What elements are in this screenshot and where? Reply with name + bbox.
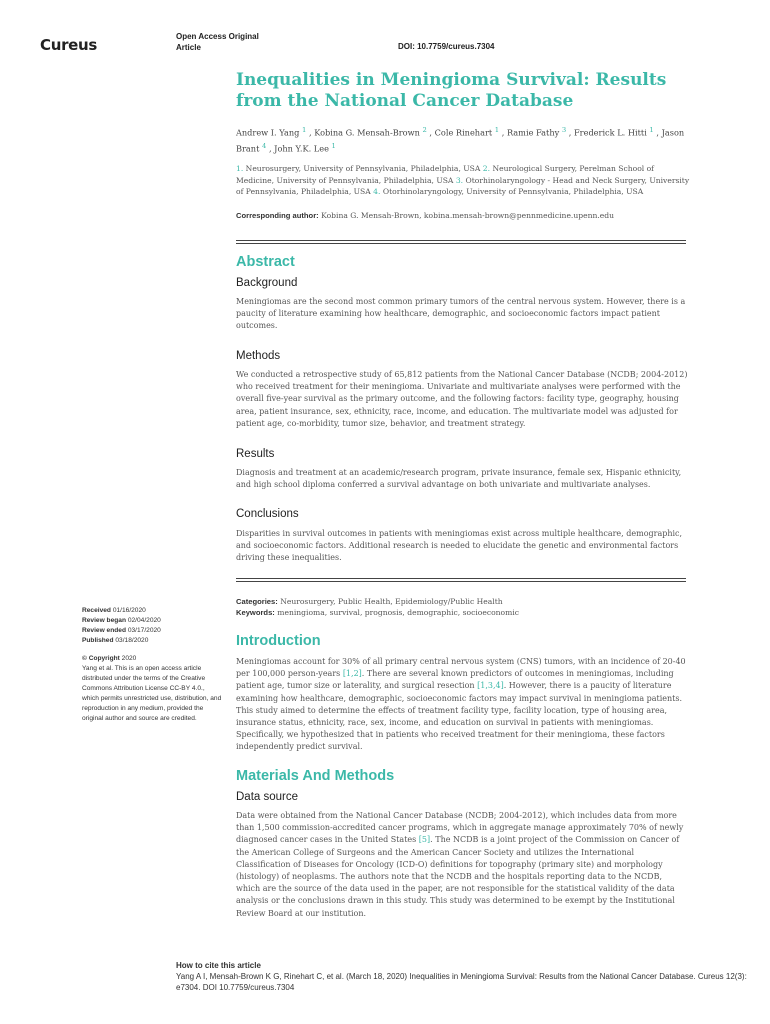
author[interactable]: Kobina G. Mensah-Brown [314, 127, 420, 138]
article-type-line1: Open Access Original [176, 32, 259, 41]
citation-block [176, 960, 756, 993]
author[interactable]: Ramie Fathy [506, 127, 560, 138]
methods-text: We conducted a retrospective study of 65,812 patients from the National Cancer Database (NCDB; 2004-2012) who received treatment for their meningioma. Univariate and multivariate analyses were performed with the overall five-year survival as the primary outcome, and the following factors: facility type, geography, housing area, patient insurance, sex, ethnicity, race, income, and education. The multivariate model was adjusted for patient age, co-morbidity, tumor size, behavior, and treatment strategy. [236, 370, 688, 428]
author-affil-sup: 1 [331, 141, 336, 150]
intro-part: . There are several known predictors of outcomes in meningiomas, including patient age, tumor size or laterality, and surgical resection [236, 669, 674, 691]
data-source-text [236, 810, 688, 920]
affil-text: Neurological Surgery, Perelman School of Medicine, University of Pennsylvania, Philadelphia, USA [236, 164, 654, 185]
author[interactable]: Jason Brant [236, 127, 685, 154]
cite-heading: How to cite this article [176, 961, 261, 970]
ref-link[interactable]: [5] [418, 835, 431, 845]
keywords-text: meningioma, survival, prognosis, demographic, socioeconomic [277, 608, 520, 617]
methods-part: Data were obtained from the National Cancer Database (NCDB; 2004-2012), which includes data from more than 1,500 commission-accredited cancer programs, which in aggregate manage approximately 70% of newly diagnosed cancer cases in the United States [236, 811, 684, 845]
review-ended-label: Review ended [82, 627, 126, 634]
author-affil-sup: 2 [422, 126, 427, 134]
author[interactable]: Cole Rinehart [434, 127, 493, 138]
methods-section-heading: Materials And Methods [236, 768, 395, 784]
author-affil-sup: 1 [302, 126, 307, 134]
categories-label: Categories: [236, 597, 278, 606]
data-source-heading: Data source [236, 791, 299, 803]
author[interactable]: Andrew I. Yang [236, 127, 300, 138]
introduction-heading: Introduction [236, 633, 321, 649]
review-began-label: Review began [82, 617, 126, 624]
conclusions-text: Disparities in survival outcomes in patients with meningiomas exist across multiple healthcare, demographic, and socioeconomic factors. Additional research is needed to elucidate the genetic and environmental factors driving these inequalities. [236, 529, 683, 563]
author-affil-sup: 4 [262, 141, 267, 150]
corresponding-label: Corresponding author: [236, 211, 319, 220]
article-history [82, 606, 222, 646]
published-label: Published [82, 637, 114, 644]
conclusions-heading: Conclusions [236, 508, 299, 520]
divider-top [236, 240, 686, 244]
affil-num: 3. [455, 175, 464, 185]
categories-text: Neurosurgery, Public Health, Epidemiology/Public Health [280, 597, 503, 606]
introduction-text [236, 656, 688, 754]
author-affil-sup: 1 [494, 126, 500, 134]
copyright-block [82, 654, 222, 724]
author[interactable]: John Y.K. Lee [274, 143, 329, 154]
affil-text: Otorhinolaryngology - Head and Neck Surgery, University of Pennsylvania, Philadelphia, USA [236, 175, 690, 196]
methods-heading: Methods [236, 350, 281, 362]
review-began-date: 02/04/2020 [127, 617, 161, 624]
results-heading: Results [236, 448, 275, 460]
article-type [176, 31, 296, 53]
affil-text: Otorhinolaryngology, University of Pennsylvania, Philadelphia, USA [382, 187, 644, 196]
cite-text: Yang A I, Mensah-Brown K G, Rinehart C, et al. (March 18, 2020) Inequalities in Meningioma Survival: Results from the National Cancer Database. Cureus 12(3): e7304. DOI 10.7759/cureus.7304 [176, 972, 747, 992]
affiliations [236, 163, 691, 198]
corresponding-text[interactable]: Kobina G. Mensah-Brown, kobina.mensah-brown@pennmedicine.upenn.edu [321, 211, 615, 220]
methods-part: . The NCDB is a joint project of the Commission on Cancer of the American College of Surgeons and the American Cancer Society and utilizes the International Classification of Diseases for Oncology (ICD-O) definitions for topography (primary site) and morphology (histology) of neoplasms. The authors note that the NCDB and the hospitals reporting data to the NCDB, which are the source of the data used in the paper, are not responsible for the statistical validity of the data analysis or the conclusions drawn in this study. This study was determined to be exempt by the Institutional Review Board at our institution. [236, 835, 680, 918]
copyright-label: © Copyright [82, 655, 120, 662]
doi: DOI: 10.7759/cureus.7304 [398, 42, 495, 51]
journal-logo: Cureus [40, 36, 98, 54]
author-affil-sup: 3 [561, 126, 567, 134]
ref-link[interactable]: [1,2] [342, 669, 362, 679]
divider-bottom [236, 578, 686, 582]
review-ended-date: 03/17/2020 [127, 627, 161, 634]
results-text: Diagnosis and treatment at an academic/research program, private insurance, female sex, Hispanic ethnicity, and high school diploma conferred a survival advantage on both univariate and multivariate analyses. [236, 468, 682, 490]
copyright-year: 2020 [121, 655, 137, 662]
received-label: Received [82, 607, 111, 614]
affil-num: 1. [236, 164, 244, 173]
article-type-line2: Article [176, 43, 201, 52]
received-date: 01/16/2020 [112, 607, 146, 614]
published-date: 03/18/2020 [115, 637, 149, 644]
affil-num: 2. [482, 164, 491, 173]
keywords-label: Keywords: [236, 608, 275, 617]
affil-num: 4. [373, 187, 381, 196]
ref-link[interactable]: [1,3,4] [477, 681, 504, 691]
corresponding-author [236, 211, 691, 220]
background-text: Meningiomas are the second most common primary tumors of the central nervous system. However, there is a paucity of literature examining how healthcare, demographic, and socioeconomic factors impact patient outcomes. [236, 297, 686, 331]
author-list: Andrew I. Yang $^1$ , Kobina G. Mensah-Brown $^2$ , Cole Rinehart $^1$ , Ramie Fathy $^3$ , Frederick L. Hitti $^1$ , Jason Brant $^4$ , John Y.K. Lee $^1$ [236, 126, 685, 154]
author[interactable]: Frederick L. Hitti [574, 127, 647, 138]
background-heading: Background [236, 277, 298, 289]
intro-part: . However, there is a paucity of literature examining how healthcare, demographic, socioeconomic factors may impact survival in meningioma patients. This study aimed to determine the effects of treatment facility type, facility location, type of housing area, insurance status, ethnicity, race, sex, income, and education on survival in patients with meningiomas. Specifically, we hypothesized that in patients who received treatment for their meningioma, these factors independently predict survival. [236, 681, 683, 752]
intro-part: Meningiomas account for 30% of all primary central nervous system (CNS) tumors, with an incidence of 20-40 per 100,000 person-years [236, 657, 686, 679]
article-title: Inequalities in Meningioma Survival: Results from the National Cancer Database [236, 70, 667, 111]
author-affil-sup: 1 [649, 126, 654, 134]
affil-text: Neurosurgery, University of Pennsylvania, Philadelphia, USA [245, 164, 481, 173]
license-text: Yang et al. This is an open access article distributed under the terms of the Creative Commons Attribution License CC-BY 4.0., which permits unrestricted use, distribution, and reproduction in any medium, provided the original author and source are credited. [82, 665, 222, 722]
abstract-heading: Abstract [236, 254, 295, 270]
categories-keywords [236, 596, 688, 618]
